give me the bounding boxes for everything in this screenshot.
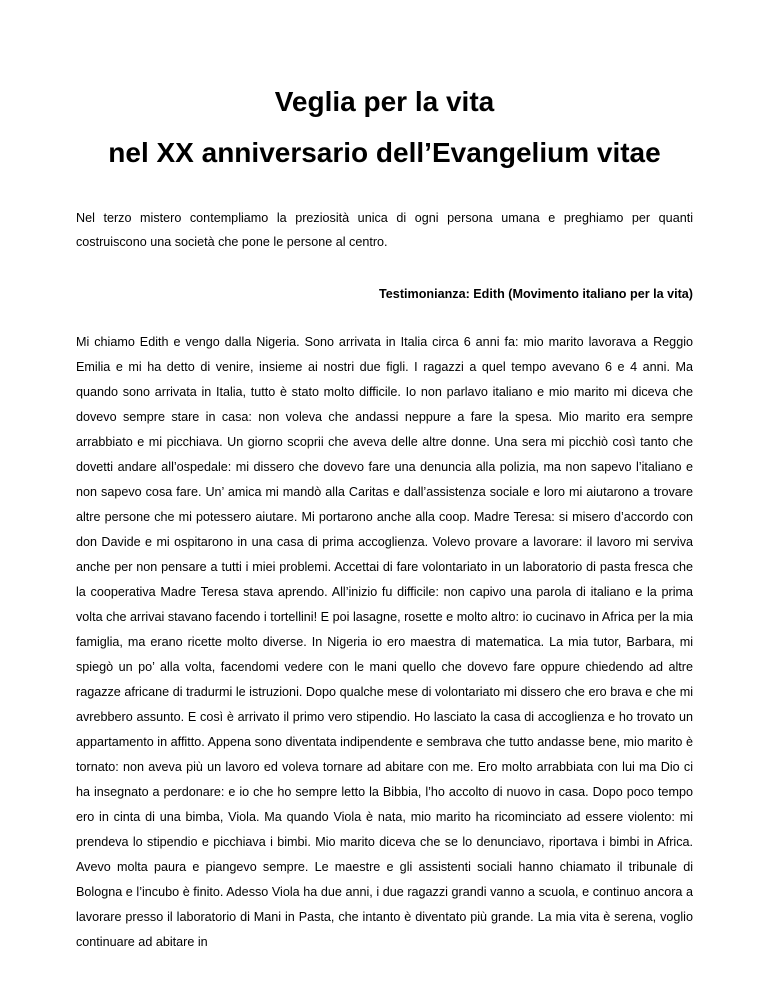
title-line-2: nel XX anniversario dell’Evangelium vitae — [108, 137, 661, 168]
title-line-1: Veglia per la vita — [274, 86, 495, 117]
testimony-body: Mi chiamo Edith e vengo dalla Nigeria. Sono arrivata in Italia circa 6 anni fa: mio marito lavorava a Reggio Emilia e mi ha detto di venire, insieme ai nostri due figli. I ragazzi a quel tempo avevano 6 e 4 anni. Ma quando sono arrivata in Italia, tutto è stato molto difficile. Io non parlavo italiano e mio marito mi diceva che dovevo sempre stare in casa: non voleva che andassi neppure a fare la spesa. Mio marito era sempre arrabbiato e mi picchiava. Un giorno scoprii che aveva delle altre donne. Una sera mi picchiò così tanto che dovetti andare all’ospedale: mi dissero che dovevo fare una denuncia alla polizia, ma non sapevo l’italiano e non sapevo cosa fare. Un’ amica mi mandò alla Caritas e dall’assistenza sociale e loro mi aiutarono a trovare altre persone che mi potessero aiutare. Mi portarono anche alla coop. Madre Teresa: si misero d’accordo con don Davide e mi ospitarono in una casa di prima accoglienza. Volevo provare a lavorare: il lavoro mi serviva anche per non pensare a tutti i miei problemi. Accettai di fare volontariato in un laboratorio di pasta fresca che la cooperativa Madre Teresa stava aprendo. All’inizio fu difficile: non capivo una parola di italiano e la prima volta che arrivai stavano facendo i tortellini! E poi lasagne, rosette e molto altro: io cucinavo in Africa per la mia famiglia, ma erano ricette molto diverse. In Nigeria io ero maestra di matematica. La mia tutor, Barbara, mi spiegò un po’ alla volta, facendomi vedere con le mani quello che dovevo fare oppure chiedendo ad altre ragazze africane di tradurmi le istruzioni. Dopo qualche mese di volontariato mi dissero che ero brava e che mi avrebbero assunto. E così è arrivato il primo vero stipendio. Ho lasciato la casa di accoglienza e ho trovato un appartamento in affitto. Appena sono diventata indipendente e sembrava che tutto andasse bene, mio marito è tornato: non aveva più un lavoro ed voleva tornare ad abitare con me. Ero molto arrabbiata con lui ma Dio ci ha insegnato a perdonare: e io che ho sempre letto la Bibbia, l’ho accolto di nuovo in casa. Dopo poco tempo ero in cinta di una bimba, Viola. Ma quando Viola è nata, mio marito ha ricominciato ad essere violento: mi prendeva lo stipendio e picchiava i bimbi. Mio marito diceva che se lo denunciavo, riportava i bimbi in Africa. Avevo molta paura e piangevo sempre. Le maestre e gli assistenti sociali hanno chiamato il tribunale di Bologna e l’incubo è finito. Adesso Viola ha due anni, i due ragazzi grandi vanno a scuola, e continuo ancora a lavorare presso il laboratorio di Mani in Pasta, che intanto è diventato più grande. La mia vita è serena, voglio continuare ad abitare in — [76, 335, 693, 949]
testimony-heading: Testimonianza: Edith (Movimento italiano per la vita) — [379, 287, 693, 301]
intro-paragraph: Nel terzo mistero contempliamo la preziosità unica di ogni persona umana e preghiamo per quanti costruiscono una società che pone le persone al centro. — [76, 211, 693, 249]
